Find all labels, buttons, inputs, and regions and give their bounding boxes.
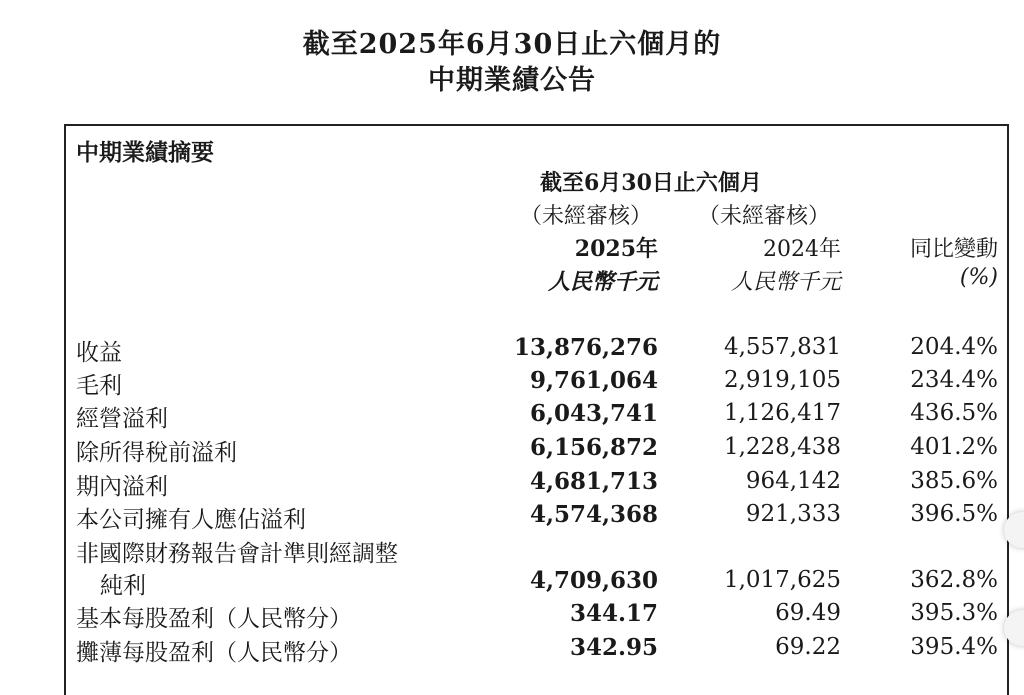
table-row [0, 501, 1024, 535]
row-label: 收益 [76, 340, 122, 366]
change-value: 234.4% [910, 367, 998, 393]
row-label: 純利 [100, 573, 146, 599]
change-value: 401.2% [910, 434, 998, 460]
value-2025: 13,876,276 [513, 334, 658, 361]
value-2025: 9,761,064 [529, 367, 658, 394]
unit-2025: 人民幣千元 [547, 269, 658, 295]
unit-2024: 人民幣千元 [730, 270, 841, 295]
year-2024-header: 2024年 [763, 237, 841, 262]
row-label: 毛利 [76, 373, 122, 399]
value-2024: 4,557,831 [723, 334, 841, 360]
table-row [0, 468, 1024, 502]
value-2024: 2,919,105 [723, 367, 841, 393]
table-row [0, 400, 1024, 434]
row-label: 本公司擁有人應佔溢利 [76, 507, 306, 533]
value-2025: 4,681,713 [529, 468, 658, 495]
change-value: 396.5% [910, 501, 998, 527]
value-2025: 6,043,741 [529, 400, 658, 427]
summary-heading: 中期業績摘要 [76, 139, 214, 166]
table-row [0, 600, 1024, 634]
row-label: 期內溢利 [76, 474, 168, 500]
value-2024: 964,142 [745, 468, 841, 494]
value-2024: 1,228,438 [723, 434, 841, 460]
value-2025: 4,574,368 [529, 501, 658, 528]
change-value: 395.4% [910, 634, 998, 660]
change-value: 385.6% [910, 468, 998, 494]
unaudited-2025: （未經審核） [520, 204, 653, 229]
table-row [0, 367, 1024, 401]
row-label: 基本每股盈利（人民幣分） [76, 606, 352, 632]
value-2025: 344.17 [569, 600, 658, 627]
change-value: 395.3% [910, 600, 998, 626]
row-label: 非國際財務報告會計準則經調整 [76, 541, 398, 567]
table-row [0, 434, 1024, 468]
table-row [0, 334, 1024, 368]
change-value: 362.8% [910, 567, 998, 593]
table-row [0, 634, 1024, 668]
change-value: 204.4% [910, 334, 998, 360]
value-2025: 6,156,872 [529, 434, 658, 461]
announcement-title-line2: 中期業績公告 [428, 65, 596, 96]
value-2024: 69.22 [775, 634, 841, 660]
unit-change: (%) [959, 265, 998, 290]
row-label: 攤薄每股盈利（人民幣分） [76, 640, 352, 666]
change-header: 同比變動 [909, 237, 998, 262]
table-row [0, 567, 1024, 601]
year-2025-header: 2025年 [574, 236, 658, 262]
row-label: 除所得稅前溢利 [76, 440, 237, 466]
row-label: 經營溢利 [76, 406, 168, 432]
value-2024: 921,333 [745, 501, 841, 527]
value-2025: 4,709,630 [529, 567, 658, 594]
value-2025: 342.95 [569, 634, 658, 661]
table-row [0, 535, 1024, 569]
unaudited-2024: （未經審核） [698, 204, 831, 229]
value-2024: 69.49 [775, 600, 841, 626]
period-header: 截至6月30日止六個月 [540, 170, 762, 196]
change-value: 436.5% [910, 400, 998, 426]
value-2024: 1,126,417 [723, 400, 841, 426]
value-2024: 1,017,625 [723, 567, 841, 593]
announcement-title-line1: 截至2025年6月30日止六個月的 [302, 29, 722, 60]
